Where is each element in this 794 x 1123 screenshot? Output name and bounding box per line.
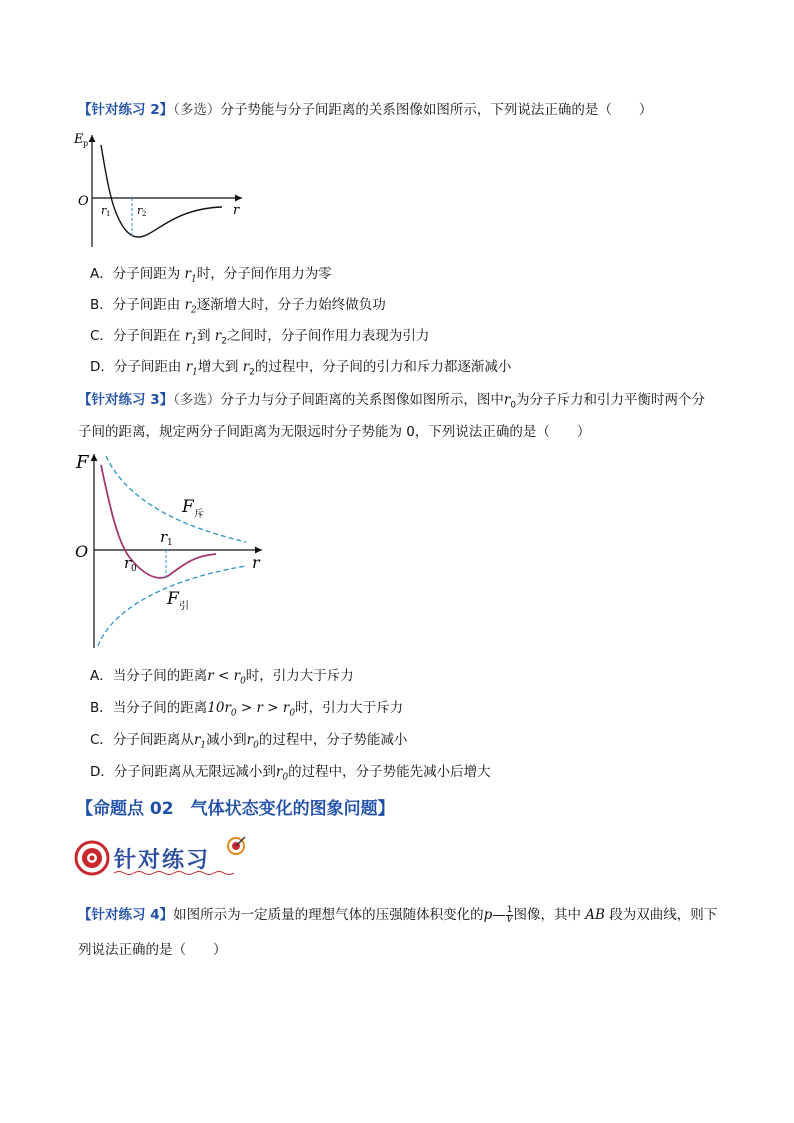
option-text: 分子间距由: [112, 297, 185, 313]
option-sub: 2: [249, 367, 255, 378]
option-sub: 0: [230, 708, 237, 719]
q3-r0-label: r: [124, 554, 132, 572]
option-letter: B．: [90, 700, 113, 716]
q2-stem-text: 分子势能与分子间距离的关系图像如图所示，下列说法正确的是（ ）: [220, 102, 653, 118]
q3-x-label: r: [252, 553, 260, 572]
option-text: 时，引力大于斥力: [295, 700, 404, 716]
q3-frep-sub: 斥: [194, 509, 204, 520]
option-text: 增大到: [197, 359, 243, 375]
fraction-numerator: 1: [506, 904, 513, 915]
q3-multi-label: （多选）: [173, 392, 221, 408]
q4-stem-line1: [78, 903, 717, 925]
option-letter: A．: [90, 668, 113, 684]
q3-origin-label: O: [75, 542, 89, 561]
practice-badge: [72, 836, 252, 880]
q3-fatt-sub: 引: [179, 601, 189, 612]
q2-r2-sub: 2: [142, 210, 147, 218]
option-sub: 0: [282, 772, 289, 783]
option-sub: 0: [253, 740, 259, 751]
option-letter: C．: [90, 328, 113, 344]
option-text: 分子间距离从: [112, 732, 194, 748]
option-text: 逐渐增大时，分子力始终做负功: [196, 297, 386, 313]
option-var: r: [185, 359, 193, 375]
q2-tag: 【针对练习 2】: [78, 102, 174, 118]
q3-r1-sub: 1: [167, 538, 173, 548]
option-letter: D．: [90, 359, 114, 375]
option-text: 分子间距在: [112, 328, 185, 344]
option-var: r: [184, 297, 192, 313]
option-text: 的过程中，分子间的引力和斥力都逐渐减小: [254, 359, 512, 375]
option-math: r: [246, 732, 254, 748]
q3-stem-line1: [78, 388, 705, 411]
q2-r1-sub: 1: [106, 210, 111, 218]
dart-icon: [226, 836, 246, 856]
q3-force-graph: [70, 448, 270, 653]
q3-r0-sub: 0: [131, 564, 137, 574]
q3-tag: 【针对练习 3】: [78, 392, 174, 408]
q4-segment-ab: AB: [585, 907, 605, 923]
option-text: 时，引力大于斥力: [245, 668, 354, 684]
q3-frep-label: F: [182, 497, 194, 517]
q2-potential-energy-graph: [70, 125, 250, 253]
option-text: 分子间距为: [112, 266, 185, 282]
badge-underline: [114, 870, 234, 876]
option-sub: 2: [221, 336, 227, 347]
q4-stem-text: 段为双曲线，则下: [604, 907, 718, 923]
q3-option-c[interactable]: [90, 728, 407, 751]
option-math: r: [193, 732, 201, 748]
option-text: 之间时，分子间作用力表现为引力: [226, 328, 430, 344]
q2-stem: [78, 98, 652, 118]
option-text: 到: [196, 328, 215, 344]
q3-r1-label: r: [160, 528, 168, 546]
q2-option-b[interactable]: [90, 293, 386, 316]
q2-origin-label: O: [78, 194, 89, 209]
q4-var-p: p: [483, 907, 493, 923]
q3-stem-var: r: [503, 392, 511, 408]
option-text: 分子间距由: [113, 359, 186, 375]
q2-option-c[interactable]: [90, 324, 429, 347]
q4-dash: —: [492, 907, 506, 923]
q3-option-a[interactable]: [90, 664, 354, 687]
option-text: 的过程中，分子势能先减小后增大: [288, 764, 491, 780]
option-letter: D．: [90, 764, 114, 780]
option-letter: C．: [90, 732, 113, 748]
q2-y-label-sub: p: [83, 139, 89, 148]
option-var: r: [184, 266, 192, 282]
option-math: r < r: [207, 668, 241, 684]
q4-stem-text: 图像，其中: [513, 907, 586, 923]
option-sub: 0: [240, 676, 246, 687]
option-letter: A．: [90, 266, 113, 282]
option-math: > r > r: [236, 700, 290, 716]
fraction-denominator: V: [506, 914, 513, 925]
q3-net-force-curve: [101, 465, 216, 578]
q4-tag: 【针对练习 4】: [78, 907, 174, 923]
option-sub: 1: [191, 274, 197, 285]
q3-repulsive-curve: [106, 456, 246, 542]
q4-stem-text: 如图所示为一定质量的理想气体的压强随体积变化的: [173, 907, 484, 923]
q2-ep-curve: [101, 145, 222, 237]
target-icon: [74, 840, 110, 876]
q3-y-label: F: [76, 452, 89, 473]
q2-option-a[interactable]: [90, 262, 332, 285]
option-text: 分子间距离从无限远减小到: [113, 764, 276, 780]
option-sub: 2: [191, 305, 197, 316]
option-text: 当分子间的距离: [112, 700, 208, 716]
option-sub: 1: [192, 367, 198, 378]
q2-multi-label: （多选）: [173, 102, 221, 118]
option-letter: B．: [90, 297, 113, 313]
q2-option-d[interactable]: [90, 355, 511, 378]
q3-option-b[interactable]: [90, 696, 403, 719]
option-text: 的过程中，分子势能减小: [258, 732, 408, 748]
q3-stem-sub: 0: [510, 400, 517, 411]
option-math: r: [275, 764, 283, 780]
q4-stem-line2: 列说法正确的是（ ）: [78, 942, 227, 958]
q3-stem-line2: 子间的距离，规定两分子间距离为无限远时分子势能为 0，下列说法正确的是（ ）: [78, 424, 591, 440]
q2-r2-label: r: [137, 204, 143, 217]
q2-r1-label: r: [101, 204, 107, 217]
q3-stem-text: 为分子斥力和引力平衡时两个分: [516, 392, 706, 408]
option-sub: 1: [200, 740, 207, 751]
option-text: 减小到: [206, 732, 247, 748]
option-var: r: [214, 328, 222, 344]
option-var: r: [242, 359, 250, 375]
option-sub: 0: [289, 708, 296, 719]
q2-x-label: r: [233, 203, 240, 218]
q2-y-label: E: [74, 132, 84, 147]
option-text: 时，分子间作用力为零: [196, 266, 332, 282]
badge-label: 针对练习: [114, 848, 211, 873]
section-heading: 【命题点 02 气体状态变化的图象问题】: [76, 799, 395, 819]
option-sub: 1: [191, 336, 197, 347]
q3-fatt-label: F: [167, 589, 179, 609]
q3-option-d[interactable]: [90, 760, 491, 783]
option-text: 当分子间的距离: [112, 668, 208, 684]
option-var: r: [184, 328, 192, 344]
q3-stem-text: 分子力与分子间距离的关系图像如图所示，图中: [220, 392, 504, 408]
option-math: 10r: [207, 700, 231, 716]
